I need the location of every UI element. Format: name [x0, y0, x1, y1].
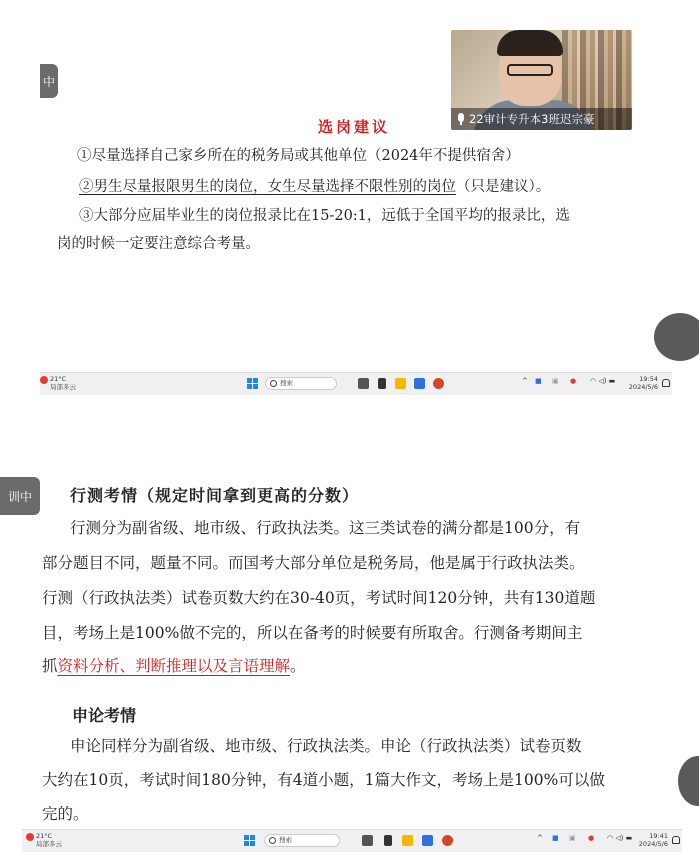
floating-button-bottom[interactable] [678, 756, 699, 806]
tray-app2-icon-bottom[interactable]: ● [588, 834, 595, 842]
windows-start-icon-bottom[interactable] [244, 835, 255, 846]
powerpoint-icon-bottom[interactable] [442, 835, 453, 846]
weather-icon-bottom [26, 833, 34, 841]
tray-mic-icon-bottom[interactable]: ■ [552, 834, 559, 842]
file-explorer-icon-bottom[interactable] [402, 835, 413, 846]
section2-line-1: 申论同样分为副省级、地市级、行政执法类。申论（行政执法类）试卷页数 [70, 737, 582, 755]
meeting-app-icon[interactable] [414, 378, 425, 389]
section2-title: 申论考情 [72, 706, 137, 725]
video-caption [451, 108, 632, 130]
taskbar-clock[interactable] [629, 375, 658, 391]
search-placeholder: 搜索 [280, 379, 293, 387]
windows-start-icon[interactable] [247, 378, 258, 389]
taskbar-bottom [22, 829, 682, 852]
wifi-sound-battery-icon-bottom[interactable]: ◠ ◁) ▬ [607, 834, 633, 842]
clock-time-bottom: 19:41 [649, 832, 668, 840]
search-placeholder-bottom: 搜索 [279, 836, 292, 844]
top-slide-item-1: ①尽量选择自己家乡所在的税务局或其他单位（2024年不提供宿舍） [77, 148, 520, 164]
top-slide-item-3-line-1: ③大部分应届毕业生的岗位报录比在15-20:1，远低于全国平均的报录比，选 [79, 208, 570, 224]
tray-chevron-icon[interactable]: ^ [522, 377, 528, 385]
section1-line-5 [42, 649, 306, 684]
presenter-glasses [507, 64, 553, 76]
top-slide-item-2-underlined: ②男生尽量报限男生的岗位，女生尽量选择不限性别的岗位 [79, 179, 456, 195]
presenter-hair [497, 30, 563, 56]
section1-line-4: 目，考场上是100%做不完的，所以在备考的时候要有所取舍。行测备考期间主 [42, 624, 583, 642]
tray-app-icon-bottom[interactable]: ▣ [569, 834, 576, 842]
floating-button-top[interactable] [654, 313, 699, 361]
notification-bell-icon[interactable] [662, 379, 670, 387]
tray-mic-icon[interactable]: ■ [535, 377, 542, 385]
weather-icon [40, 376, 48, 384]
file-explorer-icon[interactable] [395, 378, 406, 389]
weather-desc-bottom: 局部多云 [36, 840, 62, 848]
section2-line-2: 大约在10页，考试时间180分钟，有4道小题，1篇大作文，考场上是100%可以做 [42, 771, 605, 789]
weather-temp: 21°C [50, 375, 67, 383]
section1-last-suffix: 。 [290, 657, 306, 675]
search-icon-bottom [269, 837, 276, 844]
top-slide-item-2-rest: （只是建议）。 [456, 179, 551, 195]
side-tab-top[interactable]: 中 [40, 64, 58, 98]
section1-highlight: 资料分析、判断推理以及言语理解 [57, 657, 291, 675]
section1-last-prefix: 抓 [42, 657, 58, 675]
taskbar-search[interactable] [265, 377, 337, 390]
taskbar-top [40, 372, 672, 395]
tray-app-icon[interactable]: ▣ [552, 377, 559, 385]
notification-bell-icon-bottom[interactable] [672, 836, 680, 844]
section1-line-2: 部分题目不同，题量不同。而国考大部分单位是税务局，他是属于行政执法类。 [42, 554, 585, 572]
taskbar-search-bottom[interactable] [264, 834, 340, 847]
section1-title: 行测考情（规定时间拿到更高的分数） [70, 486, 360, 505]
top-slide-item-3-line-2: 岗的时候一定要注意综合考量。 [57, 236, 260, 252]
search-icon [270, 380, 277, 387]
tray-chevron-icon-bottom[interactable]: ^ [537, 834, 543, 842]
section2-line-3: 完的。 [42, 805, 89, 823]
terminal-app-icon[interactable] [378, 378, 386, 389]
clock-time: 19:54 [639, 375, 658, 383]
microphone-icon [457, 113, 465, 125]
side-tab-bottom[interactable]: 训中 [0, 477, 40, 515]
powerpoint-icon[interactable] [433, 378, 444, 389]
tray-app2-icon[interactable]: ● [570, 377, 577, 385]
clock-date: 2024/5/6 [628, 383, 658, 391]
top-slide-item-2 [79, 174, 550, 200]
weather-temp-bottom: 21°C [36, 832, 53, 840]
meeting-app-icon-bottom[interactable] [422, 835, 433, 846]
section1-line-1: 行测分为副省级、地市级、行政执法类。这三类试卷的满分都是100分，有 [70, 519, 581, 537]
camera-app-icon-bottom[interactable] [362, 835, 373, 846]
top-slide-title: 选岗建议 [318, 118, 391, 136]
clock-date-bottom: 2024/5/6 [638, 840, 668, 848]
participant-name: 22审计专升本3班迟宗豪 [469, 112, 595, 126]
terminal-app-icon-bottom[interactable] [384, 835, 392, 846]
section1-line-3: 行测（行政执法类）试卷页数大约在30-40页，考试时间120分钟，共有130道题 [42, 589, 596, 607]
video-overlay[interactable] [451, 30, 632, 130]
camera-app-icon[interactable] [358, 378, 369, 389]
taskbar-clock-bottom[interactable] [639, 832, 668, 848]
wifi-sound-battery-icon[interactable]: ◠ ◁) ▬ [590, 377, 616, 385]
weather-desc: 局部多云 [50, 383, 76, 391]
